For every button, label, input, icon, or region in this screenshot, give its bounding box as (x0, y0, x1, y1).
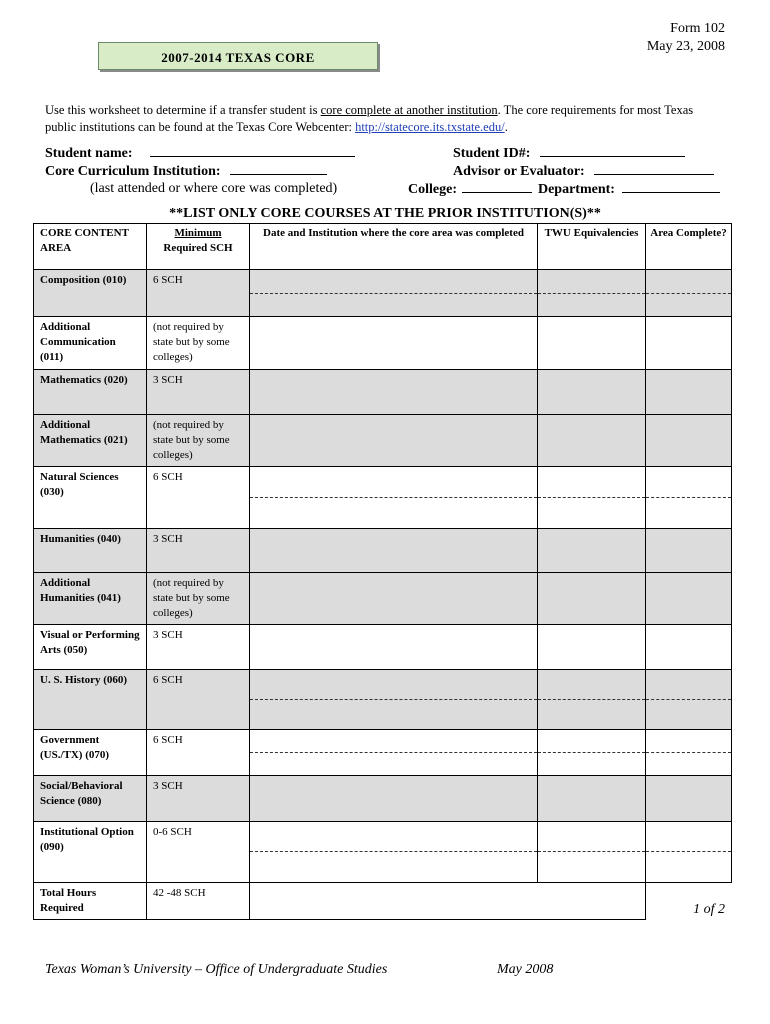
date-institution-cell[interactable] (250, 467, 538, 529)
area-cell: Government (US./TX) (070) (34, 730, 147, 776)
header-minimum (147, 224, 250, 270)
core-table (33, 223, 732, 920)
twu-cell[interactable] (538, 670, 646, 730)
complete-cell[interactable] (646, 415, 732, 467)
min-sch-cell: 3 SCH (147, 625, 250, 670)
department-field[interactable] (622, 180, 720, 193)
min-sch-cell: 6 SCH (147, 270, 250, 317)
date-institution-cell[interactable] (250, 625, 538, 670)
table-row (34, 776, 732, 822)
date-institution-cell[interactable] (250, 270, 538, 317)
intro-text-2: . The core requirements for most Texas public institutions can be found at the Texas Core Webcenter: (45, 103, 694, 134)
complete-cell[interactable] (646, 270, 732, 317)
college-department-row (408, 180, 720, 199)
table-row (34, 573, 732, 625)
twu-cell[interactable] (538, 730, 646, 776)
area-cell: U. S. History (060) (34, 670, 147, 730)
advisor-field[interactable] (594, 162, 714, 175)
date-institution-cell[interactable] (250, 317, 538, 370)
table-row (34, 415, 732, 467)
table-row (34, 317, 732, 370)
min-sch-cell: 3 SCH (147, 529, 250, 573)
table-row (34, 529, 732, 573)
date-institution-cell[interactable] (250, 730, 538, 776)
header-row (34, 224, 732, 270)
area-cell: Additional Communication (011) (34, 317, 147, 370)
date-institution-cell[interactable] (250, 573, 538, 625)
form-info (647, 20, 725, 56)
table-row (34, 822, 732, 883)
table-row (34, 467, 732, 529)
twu-cell[interactable] (538, 776, 646, 822)
intro-text-3: . (504, 120, 508, 134)
date-institution-cell[interactable] (250, 670, 538, 730)
min-sch-cell: (not required by state but by some colleges) (147, 415, 250, 467)
table-row (34, 730, 732, 776)
area-cell: Additional Mathematics (021) (34, 415, 147, 467)
min-sch-cell: 6 SCH (147, 670, 250, 730)
student-name-label: Student name: (45, 146, 133, 161)
date-institution-cell[interactable] (250, 415, 538, 467)
area-cell: Social/Behavioral Science (080) (34, 776, 147, 822)
college-field[interactable] (462, 180, 532, 193)
complete-cell[interactable] (646, 730, 732, 776)
complete-cell[interactable] (646, 573, 732, 625)
complete-cell[interactable] (646, 529, 732, 573)
header-complete: Area Complete? (646, 224, 732, 270)
total-row (34, 883, 732, 920)
twu-cell[interactable] (538, 573, 646, 625)
student-id-row (453, 144, 685, 163)
title-text: 2007-2014 TEXAS CORE (161, 50, 315, 65)
form-number: Form 102 (670, 21, 725, 36)
table-row (34, 625, 732, 670)
area-cell: Composition (010) (34, 270, 147, 317)
college-label: College: (408, 182, 457, 197)
min-sch-cell: 3 SCH (147, 776, 250, 822)
area-cell: Mathematics (020) (34, 370, 147, 415)
intro-paragraph (45, 102, 725, 136)
student-id-label: Student ID#: (453, 146, 531, 161)
complete-cell[interactable] (646, 317, 732, 370)
header-area: CORE CONTENT AREA (34, 224, 147, 270)
table-row (34, 270, 732, 317)
min-sch-cell: 3 SCH (147, 370, 250, 415)
date-institution-cell[interactable] (250, 776, 538, 822)
department-label: Department: (537, 182, 615, 197)
page-number: 1 of 2 (693, 902, 725, 917)
min-sch-cell: 6 SCH (147, 467, 250, 529)
header-required-label: Required SCH (163, 242, 233, 254)
min-sch-cell: 6 SCH (147, 730, 250, 776)
form-date: May 23, 2008 (646, 39, 725, 54)
institution-note: (last attended or where core was completed) (90, 181, 338, 196)
total-area-cell: Total Hours Required (34, 883, 147, 920)
twu-cell[interactable] (538, 370, 646, 415)
student-name-row (45, 144, 355, 163)
core-institution-row (45, 162, 327, 181)
complete-cell[interactable] (646, 370, 732, 415)
core-webcenter-link[interactable]: http://statecore.its.txstate.edu/ (355, 120, 505, 134)
complete-cell[interactable] (646, 776, 732, 822)
core-institution-field[interactable] (230, 162, 327, 175)
advisor-row (453, 162, 714, 181)
advisor-label: Advisor or Evaluator: (453, 164, 585, 179)
table-row (34, 670, 732, 730)
twu-cell[interactable] (538, 317, 646, 370)
list-heading: **LIST ONLY CORE COURSES AT THE PRIOR INSTITUTION(S)** (169, 206, 601, 221)
total-blank-cell[interactable] (250, 883, 646, 920)
twu-cell[interactable] (538, 822, 646, 883)
twu-cell[interactable] (538, 529, 646, 573)
complete-cell[interactable] (646, 625, 732, 670)
twu-cell[interactable] (538, 467, 646, 529)
twu-cell[interactable] (538, 415, 646, 467)
table-row (34, 370, 732, 415)
min-sch-cell: 0-6 SCH (147, 822, 250, 883)
area-cell: Visual or Performing Arts (050) (34, 625, 147, 670)
min-sch-cell: (not required by state but by some colleges) (147, 573, 250, 625)
header-minimum-label: Minimum (174, 227, 222, 239)
footer-date: May 2008 (497, 962, 554, 977)
min-sch-cell: (not required by state but by some colleges) (147, 317, 250, 370)
area-cell: Additional Humanities (041) (34, 573, 147, 625)
footer-org: Texas Woman’s University – Office of Undergraduate Studies (45, 962, 388, 977)
intro-text-1: Use this worksheet to determine if a transfer student is (45, 103, 321, 117)
student-id-field[interactable] (540, 144, 685, 157)
core-institution-label: Core Curriculum Institution: (45, 164, 221, 179)
area-cell: Humanities (040) (34, 529, 147, 573)
header-twu: TWU Equivalencies (538, 224, 646, 270)
complete-cell[interactable] (646, 670, 732, 730)
date-institution-cell[interactable] (250, 370, 538, 415)
title-banner (98, 42, 378, 70)
area-cell: Institutional Option (090) (34, 822, 147, 883)
complete-cell[interactable] (646, 467, 732, 529)
date-institution-cell[interactable] (250, 529, 538, 573)
complete-cell[interactable] (646, 822, 732, 883)
intro-underlined: core complete at another institution (320, 103, 498, 117)
area-cell: Natural Sciences (030) (34, 467, 147, 529)
twu-cell[interactable] (538, 625, 646, 670)
student-name-field[interactable] (150, 144, 355, 157)
date-institution-cell[interactable] (250, 822, 538, 883)
header-date-institution: Date and Institution where the core area was completed (250, 224, 538, 270)
twu-cell[interactable] (538, 270, 646, 317)
total-sch-cell: 42 -48 SCH (147, 883, 250, 920)
